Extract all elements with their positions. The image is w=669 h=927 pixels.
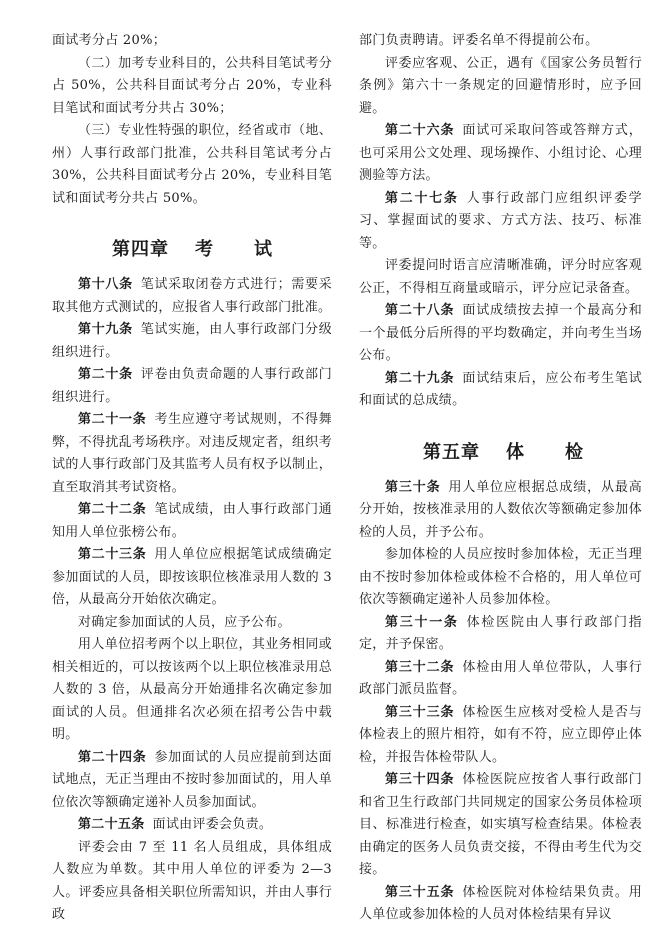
- article: [52, 544, 332, 612]
- paragraph: 评委应客观、公正，遇有《国家公务员暂行条例》第六十一条规定的回避情形时，应予回避。: [359, 55, 642, 116]
- article-text: 面试结束后，应公布考生笔试和面试的总成绩。: [359, 370, 642, 408]
- paragraph: 参加体检的人员应按时参加体检，无正当理由不按时参加体检或体检不合格的，用人单位可依次等额确定递补人员参加体检。: [359, 547, 642, 607]
- article-text: 用人单位应根据总成绩，从最高分开始，按核准录用的人数依次等额确定参加体检的人员，并予公布。: [359, 479, 643, 540]
- article: [359, 657, 642, 702]
- article: [52, 409, 332, 499]
- article: [52, 747, 332, 815]
- article-number: 第二十二条: [78, 502, 147, 517]
- article-text: 考生应遵守考试规则，不得舞弊，不得扰乱考场秩序。对违反规定者，组织考试的人事行政部门及其监考人员有权予以制止，直至取消其考试资格。: [52, 412, 332, 495]
- article: [359, 702, 642, 770]
- article: [359, 882, 642, 927]
- article-number: 第二十六条: [385, 123, 455, 138]
- article-number: 第二十五条: [78, 817, 145, 832]
- article-number: 第三十条: [385, 479, 441, 495]
- article-text: 评卷由负责命题的人事行政部门组织进行。: [52, 367, 333, 405]
- article: [52, 814, 332, 837]
- article: [359, 612, 642, 657]
- article: [52, 364, 332, 409]
- paragraph: 评委会由 7 至 11 名人员组成，具体组成人数应为单数。其中用人单位的评委为 2—3 人。评委应具备相关职位所需知识，并由人事行政: [52, 839, 332, 922]
- article: [359, 120, 642, 188]
- article-text: 面试由评委会负责。: [152, 817, 273, 832]
- article-text: 笔试实施，由人事行政部门分级组织进行。: [52, 322, 333, 360]
- article-text: 人事行政部门应组织评委学习、掌握面试的要求、方式方法、技巧、标准等。: [359, 190, 642, 251]
- paragraph: 对确定参加面试的人员，应予公布。: [78, 614, 291, 630]
- article-text: 面试可采取问答或答辩方式，也可采用公文处理、现场操作、小组讨论、心理测验等方法。: [359, 123, 642, 183]
- article-number: 第二十四条: [78, 749, 147, 765]
- chapter-title-char: 检: [565, 441, 584, 463]
- article-text: 参加面试的人员应提前到达面试地点，无正当理由不按时参加面试的，用人单位依次等额确定递补人员参加面试。: [52, 749, 332, 810]
- article: [52, 499, 332, 544]
- article: [359, 769, 642, 882]
- article-number: 第二十七条: [385, 190, 459, 206]
- article-number: 第二十八条: [385, 303, 455, 318]
- article-text: 笔试采取闭卷方式进行；需要采取其他方式测试的，应报省人事行政部门批准。: [52, 277, 333, 315]
- paragraph: （二）加考专业科目的，公共科目笔试考分占 50%，公共科目面试考分占 20%，专业科目笔试和面试考分共占 30%；: [52, 55, 332, 116]
- article-text: 体检由用人单位带队，人事行政部门派员监督。: [359, 659, 642, 697]
- article-number: 第三十二条: [385, 659, 455, 675]
- paragraph: （三）专业性特强的职位，经省或市（地、州）人事行政部门批准，公共科目笔试考分占 30%，公共科目面试考分占 20%，专业科目笔试和面试考分共占 50%。: [52, 123, 332, 206]
- article: [52, 319, 332, 364]
- article-text: 用人单位应根据笔试成绩确定参加面试的人员，即按该职位核准录用人数的 3 倍，从最高分开始依次确定。: [52, 547, 332, 607]
- article-text: 面试成绩按去掉一个最高分和一个最低分后所得的平均数确定，并向考生当场公布。: [359, 303, 642, 363]
- article: [359, 368, 642, 413]
- chapter-heading: [359, 425, 642, 477]
- article: [359, 300, 642, 368]
- article-text: 笔试成绩，由人事行政部门通知用人单位张榜公布。: [52, 502, 332, 540]
- left-column: [52, 30, 332, 927]
- article-number: 第二十三条: [78, 547, 147, 562]
- paragraph: 部门负责聘请。评委名单不得提前公布。: [359, 33, 599, 48]
- chapter-title-char: 考: [195, 239, 214, 260]
- article-number: 第二十条: [78, 367, 133, 382]
- chapter-number: 第五章: [423, 441, 480, 463]
- paragraph: 评委提问时语言应清晰准确，评分时应客观公正，不得相互商量或暗示，评分应记录备查。: [359, 258, 642, 296]
- article-number: 第十九条: [78, 322, 133, 337]
- article-number: 第三十四条: [385, 772, 455, 787]
- paragraph: 用人单位招考两个以上职位，其业务相同或相关相近的，可以按该两个以上职位核准录用总人数的 3 倍，从最高分开始通排名次确定参加面试的人员。但通排名次必须在招考公告中载明。: [52, 637, 332, 742]
- article-number: 第三十三条: [385, 704, 455, 720]
- article: [359, 188, 642, 256]
- right-column: [359, 30, 642, 927]
- article-text: 体检医院应按省人事行政部门和省卫生行政部门共同规定的国家公务员体检项目、标准进行检查，如实填写检查结果。体检表由确定的医务人员负责交接，不得由考生代为交接。: [359, 772, 642, 877]
- chapter-title-char: 试: [254, 239, 273, 260]
- article-number: 第十八条: [78, 277, 133, 292]
- paragraph: 面试考分占 20%；: [52, 33, 167, 48]
- article: [52, 274, 332, 319]
- article-number: 第二十九条: [385, 370, 455, 386]
- article-number: 第三十一条: [385, 614, 459, 630]
- chapter-number: 第四章: [112, 239, 169, 260]
- chapter-heading: [52, 222, 332, 274]
- article-text: 体检医院由人事行政部门指定，并予保密。: [359, 614, 642, 652]
- article-text: 体检医生应核对受检人是否与体检表上的照片相符，如有不符，应立即停止体检，并报告体检带队人。: [359, 704, 642, 765]
- article-number: 第二十一条: [78, 412, 147, 427]
- article-number: 第三十五条: [385, 884, 455, 900]
- article-text: 体检医院对体检结果负责。用人单位或参加体检的人员对体检结果有异议: [359, 884, 642, 922]
- chapter-title-char: 体: [506, 441, 525, 463]
- article: [359, 477, 642, 545]
